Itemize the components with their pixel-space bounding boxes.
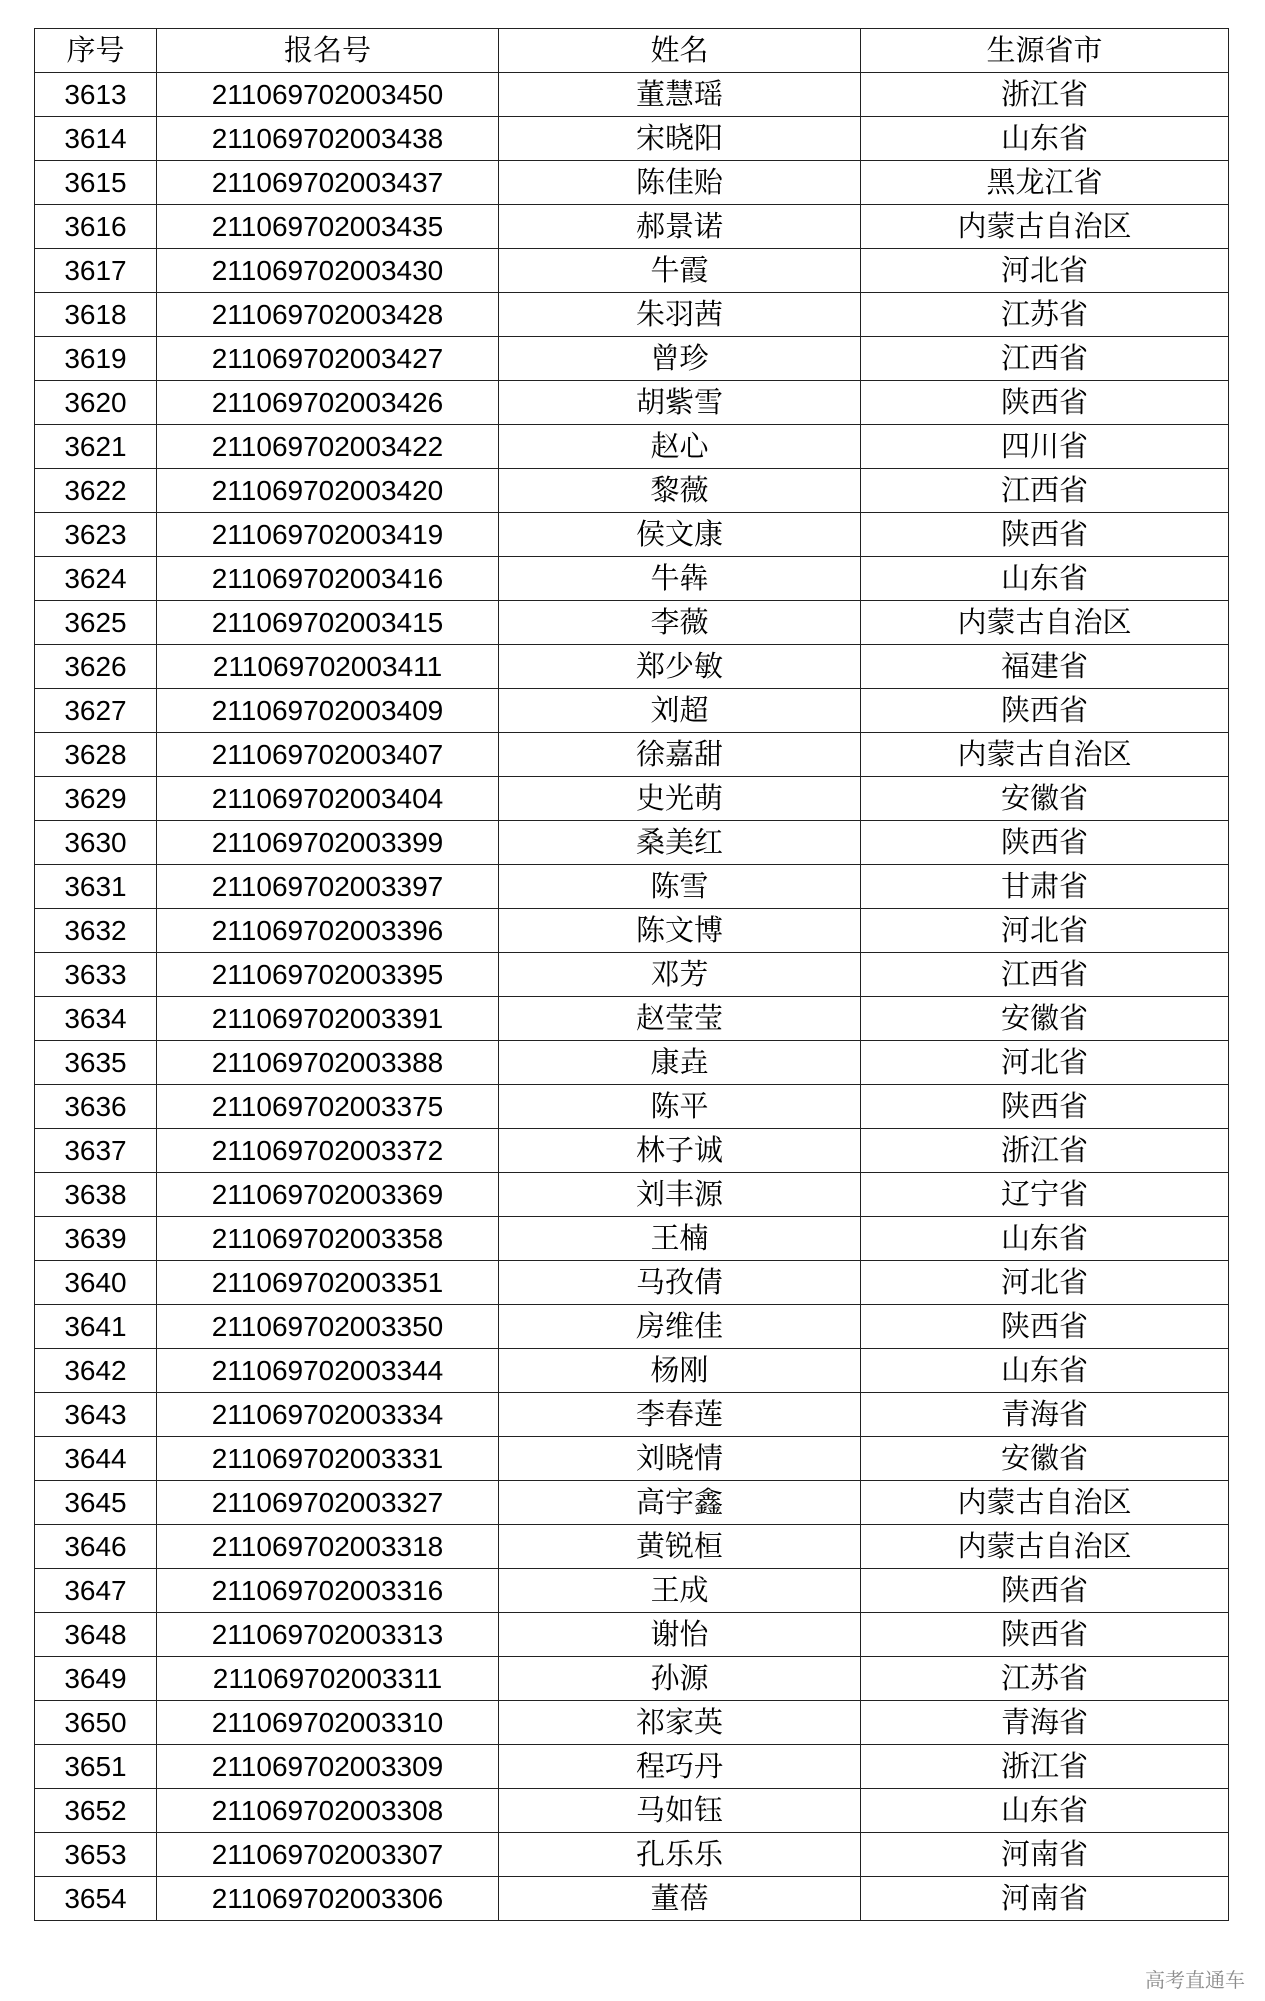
registration-number-cell: 211069702003426 [157, 381, 499, 425]
table-row [35, 1437, 1229, 1481]
seq-cell: 3617 [35, 249, 157, 293]
seq-cell: 3643 [35, 1393, 157, 1437]
table-row [35, 381, 1229, 425]
table-row [35, 1789, 1229, 1833]
name-cell: 侯文康 [499, 513, 861, 557]
registration-number-cell: 211069702003409 [157, 689, 499, 733]
seq-cell: 3635 [35, 1041, 157, 1085]
province-cell: 甘肃省 [861, 865, 1229, 909]
province-cell: 河北省 [861, 1261, 1229, 1305]
province-cell: 河南省 [861, 1877, 1229, 1921]
seq-cell: 3636 [35, 1085, 157, 1129]
name-cell: 陈文博 [499, 909, 861, 953]
registration-number-cell: 211069702003437 [157, 161, 499, 205]
province-cell: 安徽省 [861, 777, 1229, 821]
name-cell: 朱羽茜 [499, 293, 861, 337]
registration-number-cell: 211069702003344 [157, 1349, 499, 1393]
watermark: 高考直通车 [1145, 1968, 1245, 1992]
table-row [35, 777, 1229, 821]
name-cell: 赵莹莹 [499, 997, 861, 1041]
seq-cell: 3641 [35, 1305, 157, 1349]
name-cell: 董慧瑶 [499, 73, 861, 117]
table-row [35, 73, 1229, 117]
name-cell: 郝景诺 [499, 205, 861, 249]
province-cell: 安徽省 [861, 1437, 1229, 1481]
name-cell: 胡紫雪 [499, 381, 861, 425]
name-cell: 杨刚 [499, 1349, 861, 1393]
registration-number-cell: 211069702003311 [157, 1657, 499, 1701]
table-row [35, 1173, 1229, 1217]
name-cell: 房维佳 [499, 1305, 861, 1349]
name-cell: 马孜倩 [499, 1261, 861, 1305]
table-row [35, 1613, 1229, 1657]
name-cell: 黄锐桓 [499, 1525, 861, 1569]
registration-number-cell: 211069702003391 [157, 997, 499, 1041]
registration-number-cell: 211069702003415 [157, 601, 499, 645]
table-row [35, 645, 1229, 689]
seq-cell: 3626 [35, 645, 157, 689]
registration-number-cell: 211069702003313 [157, 1613, 499, 1657]
province-cell: 山东省 [861, 557, 1229, 601]
registration-number-cell: 211069702003407 [157, 733, 499, 777]
province-cell: 陕西省 [861, 821, 1229, 865]
seq-cell: 3614 [35, 117, 157, 161]
seq-cell: 3644 [35, 1437, 157, 1481]
seq-cell: 3620 [35, 381, 157, 425]
seq-cell: 3625 [35, 601, 157, 645]
registration-number-cell: 211069702003350 [157, 1305, 499, 1349]
name-cell: 程巧丹 [499, 1745, 861, 1789]
table-row [35, 1657, 1229, 1701]
registration-number-cell: 211069702003397 [157, 865, 499, 909]
province-cell: 山东省 [861, 1217, 1229, 1261]
table-row [35, 953, 1229, 997]
table-row [35, 1085, 1229, 1129]
name-cell: 牛霞 [499, 249, 861, 293]
name-cell: 桑美红 [499, 821, 861, 865]
table-row [35, 1261, 1229, 1305]
registration-number-cell: 211069702003419 [157, 513, 499, 557]
province-cell: 江西省 [861, 469, 1229, 513]
province-cell: 陕西省 [861, 1613, 1229, 1657]
seq-cell: 3646 [35, 1525, 157, 1569]
seq-cell: 3618 [35, 293, 157, 337]
seq-cell: 3627 [35, 689, 157, 733]
registration-number-cell: 211069702003316 [157, 1569, 499, 1613]
name-cell: 孔乐乐 [499, 1833, 861, 1877]
province-cell: 江苏省 [861, 293, 1229, 337]
province-cell: 陕西省 [861, 513, 1229, 557]
province-cell: 河北省 [861, 909, 1229, 953]
table-row [35, 205, 1229, 249]
seq-cell: 3653 [35, 1833, 157, 1877]
name-cell: 陈雪 [499, 865, 861, 909]
registration-number-cell: 211069702003310 [157, 1701, 499, 1745]
registration-number-cell: 211069702003372 [157, 1129, 499, 1173]
table-row [35, 1525, 1229, 1569]
name-cell: 孙源 [499, 1657, 861, 1701]
table-row [35, 1349, 1229, 1393]
province-cell: 河北省 [861, 1041, 1229, 1085]
name-cell: 陈平 [499, 1085, 861, 1129]
registration-number-cell: 211069702003438 [157, 117, 499, 161]
province-cell: 安徽省 [861, 997, 1229, 1041]
province-cell: 山东省 [861, 117, 1229, 161]
province-cell: 陕西省 [861, 381, 1229, 425]
seq-cell: 3649 [35, 1657, 157, 1701]
province-cell: 内蒙古自治区 [861, 601, 1229, 645]
province-cell: 内蒙古自治区 [861, 1481, 1229, 1525]
name-cell: 高宇鑫 [499, 1481, 861, 1525]
registration-number-cell: 211069702003395 [157, 953, 499, 997]
seq-cell: 3633 [35, 953, 157, 997]
seq-cell: 3622 [35, 469, 157, 513]
header-name: 姓名 [499, 29, 861, 73]
table-row [35, 513, 1229, 557]
seq-cell: 3634 [35, 997, 157, 1041]
name-cell: 李薇 [499, 601, 861, 645]
table-row [35, 865, 1229, 909]
name-cell: 林子诚 [499, 1129, 861, 1173]
seq-cell: 3640 [35, 1261, 157, 1305]
registration-number-cell: 211069702003416 [157, 557, 499, 601]
table-row [35, 1745, 1229, 1789]
name-cell: 李春莲 [499, 1393, 861, 1437]
seq-cell: 3648 [35, 1613, 157, 1657]
seq-cell: 3639 [35, 1217, 157, 1261]
name-cell: 徐嘉甜 [499, 733, 861, 777]
name-cell: 邓芳 [499, 953, 861, 997]
province-cell: 黑龙江省 [861, 161, 1229, 205]
seq-cell: 3632 [35, 909, 157, 953]
seq-cell: 3624 [35, 557, 157, 601]
registration-number-cell: 211069702003435 [157, 205, 499, 249]
table-row [35, 1701, 1229, 1745]
table-row [35, 1877, 1229, 1921]
name-cell: 刘丰源 [499, 1173, 861, 1217]
table-row [35, 337, 1229, 381]
province-cell: 陕西省 [861, 1305, 1229, 1349]
seq-cell: 3645 [35, 1481, 157, 1525]
name-cell: 王楠 [499, 1217, 861, 1261]
header-registration-number: 报名号 [157, 29, 499, 73]
registration-number-cell: 211069702003351 [157, 1261, 499, 1305]
name-cell: 牛犇 [499, 557, 861, 601]
province-cell: 河北省 [861, 249, 1229, 293]
registration-number-cell: 211069702003327 [157, 1481, 499, 1525]
seq-cell: 3615 [35, 161, 157, 205]
seq-cell: 3623 [35, 513, 157, 557]
registration-number-cell: 211069702003358 [157, 1217, 499, 1261]
table-header-row [35, 29, 1229, 73]
table-row [35, 1129, 1229, 1173]
province-cell: 陕西省 [861, 1569, 1229, 1613]
province-cell: 内蒙古自治区 [861, 1525, 1229, 1569]
table-row [35, 1569, 1229, 1613]
seq-cell: 3613 [35, 73, 157, 117]
name-cell: 刘超 [499, 689, 861, 733]
table-body [35, 73, 1229, 1921]
seq-cell: 3621 [35, 425, 157, 469]
registration-number-cell: 211069702003422 [157, 425, 499, 469]
registration-number-cell: 211069702003309 [157, 1745, 499, 1789]
seq-cell: 3629 [35, 777, 157, 821]
province-cell: 浙江省 [861, 1129, 1229, 1173]
table-row [35, 557, 1229, 601]
seq-cell: 3650 [35, 1701, 157, 1745]
registration-number-cell: 211069702003430 [157, 249, 499, 293]
name-cell: 康垚 [499, 1041, 861, 1085]
registration-number-cell: 211069702003427 [157, 337, 499, 381]
registration-number-cell: 211069702003331 [157, 1437, 499, 1481]
applicant-table [34, 28, 1229, 1921]
seq-cell: 3631 [35, 865, 157, 909]
province-cell: 浙江省 [861, 73, 1229, 117]
province-cell: 四川省 [861, 425, 1229, 469]
registration-number-cell: 211069702003375 [157, 1085, 499, 1129]
registration-number-cell: 211069702003404 [157, 777, 499, 821]
registration-number-cell: 211069702003420 [157, 469, 499, 513]
seq-cell: 3651 [35, 1745, 157, 1789]
province-cell: 山东省 [861, 1349, 1229, 1393]
seq-cell: 3652 [35, 1789, 157, 1833]
seq-cell: 3642 [35, 1349, 157, 1393]
table-row [35, 1393, 1229, 1437]
province-cell: 福建省 [861, 645, 1229, 689]
table-row [35, 1833, 1229, 1877]
registration-number-cell: 211069702003306 [157, 1877, 499, 1921]
registration-number-cell: 211069702003388 [157, 1041, 499, 1085]
province-cell: 陕西省 [861, 1085, 1229, 1129]
province-cell: 青海省 [861, 1393, 1229, 1437]
registration-number-cell: 211069702003428 [157, 293, 499, 337]
table-row [35, 249, 1229, 293]
province-cell: 山东省 [861, 1789, 1229, 1833]
table-row [35, 733, 1229, 777]
province-cell: 河南省 [861, 1833, 1229, 1877]
name-cell: 黎薇 [499, 469, 861, 513]
name-cell: 赵心 [499, 425, 861, 469]
table-row [35, 1481, 1229, 1525]
province-cell: 陕西省 [861, 689, 1229, 733]
name-cell: 曾珍 [499, 337, 861, 381]
registration-number-cell: 211069702003399 [157, 821, 499, 865]
name-cell: 王成 [499, 1569, 861, 1613]
province-cell: 浙江省 [861, 1745, 1229, 1789]
table-row [35, 117, 1229, 161]
province-cell: 辽宁省 [861, 1173, 1229, 1217]
table-row [35, 821, 1229, 865]
table-row [35, 161, 1229, 205]
registration-number-cell: 211069702003334 [157, 1393, 499, 1437]
name-cell: 马如钰 [499, 1789, 861, 1833]
table-row [35, 469, 1229, 513]
table-row [35, 1217, 1229, 1261]
seq-cell: 3638 [35, 1173, 157, 1217]
name-cell: 谢怡 [499, 1613, 861, 1657]
seq-cell: 3619 [35, 337, 157, 381]
table-row [35, 1305, 1229, 1349]
name-cell: 董蓓 [499, 1877, 861, 1921]
province-cell: 江西省 [861, 337, 1229, 381]
registration-number-cell: 211069702003411 [157, 645, 499, 689]
province-cell: 青海省 [861, 1701, 1229, 1745]
name-cell: 宋晓阳 [499, 117, 861, 161]
province-cell: 内蒙古自治区 [861, 733, 1229, 777]
table-row [35, 425, 1229, 469]
name-cell: 陈佳贻 [499, 161, 861, 205]
name-cell: 史光萌 [499, 777, 861, 821]
registration-number-cell: 211069702003308 [157, 1789, 499, 1833]
province-cell: 江西省 [861, 953, 1229, 997]
table-row [35, 689, 1229, 733]
province-cell: 内蒙古自治区 [861, 205, 1229, 249]
registration-number-cell: 211069702003396 [157, 909, 499, 953]
registration-number-cell: 211069702003318 [157, 1525, 499, 1569]
seq-cell: 3654 [35, 1877, 157, 1921]
header-province: 生源省市 [861, 29, 1229, 73]
seq-cell: 3628 [35, 733, 157, 777]
registration-number-cell: 211069702003369 [157, 1173, 499, 1217]
seq-cell: 3616 [35, 205, 157, 249]
table-row [35, 997, 1229, 1041]
seq-cell: 3647 [35, 1569, 157, 1613]
table-row [35, 293, 1229, 337]
header-seq: 序号 [35, 29, 157, 73]
table-row [35, 601, 1229, 645]
table-row [35, 909, 1229, 953]
name-cell: 郑少敏 [499, 645, 861, 689]
table-row [35, 1041, 1229, 1085]
name-cell: 刘晓情 [499, 1437, 861, 1481]
name-cell: 祁家英 [499, 1701, 861, 1745]
registration-number-cell: 211069702003307 [157, 1833, 499, 1877]
registration-number-cell: 211069702003450 [157, 73, 499, 117]
seq-cell: 3630 [35, 821, 157, 865]
province-cell: 江苏省 [861, 1657, 1229, 1701]
seq-cell: 3637 [35, 1129, 157, 1173]
